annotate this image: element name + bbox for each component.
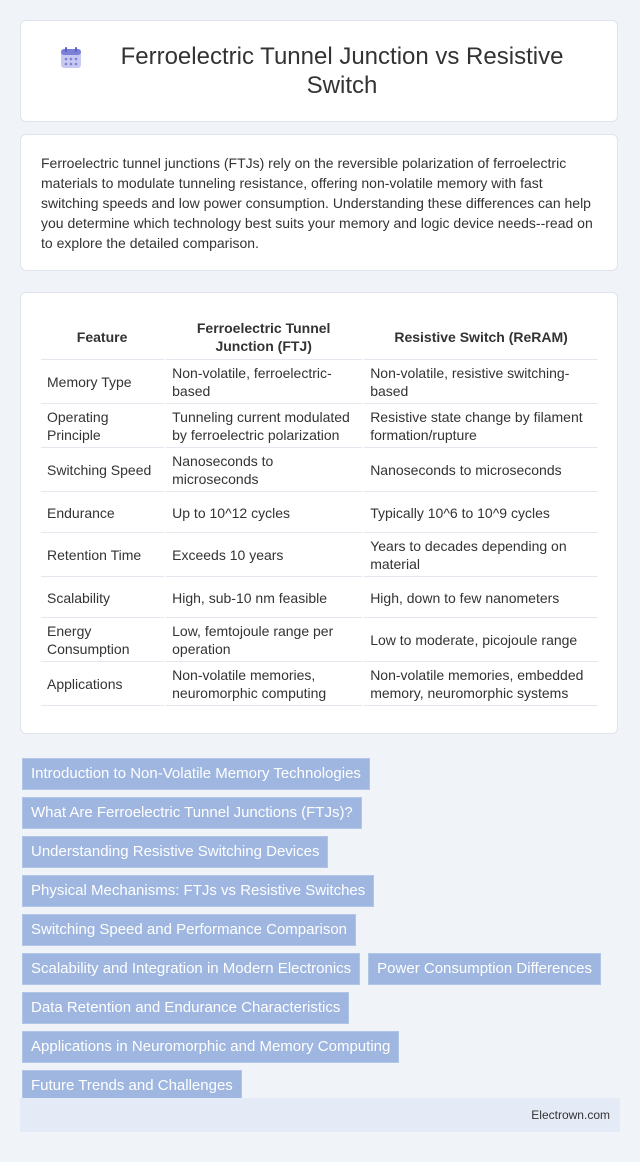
title-wrap [59,42,579,100]
table-row [41,448,598,492]
column-header-ftj: Ferroelectric Tunnel Junction (FTJ) [166,313,364,360]
table-row [41,360,598,404]
toc-link-future-trends[interactable]: Future Trends and Challenges [22,1070,242,1102]
ftj-cell: Non-volatile, ferroelectric-based [166,360,364,404]
intro-card [20,134,618,271]
table-header-row [41,313,598,360]
header-card [20,20,618,122]
feature-cell: Retention Time [41,533,166,577]
feature-cell: Operating Principle [41,404,166,448]
table-row [41,662,598,706]
reram-cell: Non-volatile, resistive switching-based [364,360,598,404]
ftj-cell: Non-volatile memories, neuromorphic computing [166,662,364,706]
reram-cell: Nanoseconds to microseconds [364,448,598,492]
feature-cell: Switching Speed [41,448,166,492]
toc-link-power-consumption[interactable]: Power Consumption Differences [368,953,601,985]
reram-cell: Resistive state change by filament formation/rupture [364,404,598,448]
ftj-cell: Up to 10^12 cycles [166,492,364,533]
ftj-cell: Tunneling current modulated by ferroelectric polarization [166,404,364,448]
ftj-cell: High, sub-10 nm feasible [166,577,364,618]
toc-link-applications[interactable]: Applications in Neuromorphic and Memory Computing [22,1031,399,1063]
feature-cell: Memory Type [41,360,166,404]
ftj-cell: Low, femtojoule range per operation [166,618,364,662]
table-row [41,404,598,448]
page-title: Ferroelectric Tunnel Junction vs Resistive Switch [120,43,564,99]
reram-cell: Non-volatile memories, embedded memory, neuromorphic systems [364,662,598,706]
reram-cell: High, down to few nanometers [364,577,598,618]
comparison-table [41,313,598,706]
table-row [41,492,598,533]
feature-cell: Endurance [41,492,166,533]
toc-link-scalability[interactable]: Scalability and Integration in Modern Electronics [22,953,360,985]
toc-link-introduction[interactable]: Introduction to Non-Volatile Memory Technologies [22,758,370,790]
calendar-icon [59,46,83,70]
ftj-cell: Exceeds 10 years [166,533,364,577]
feature-cell: Applications [41,662,166,706]
footer [20,1098,620,1132]
reram-cell: Typically 10^6 to 10^9 cycles [364,492,598,533]
toc-link-resistive-switching[interactable]: Understanding Resistive Switching Devices [22,836,328,868]
reram-cell: Low to moderate, picojoule range [364,618,598,662]
footer-site-name: Electrown.com [531,1108,610,1122]
toc-link-switching-speed[interactable]: Switching Speed and Performance Comparison [22,914,356,946]
table-row [41,533,598,577]
intro-paragraph: Ferroelectric tunnel junctions (FTJs) rely on the reversible polarization of ferroelectric materials to modulate tunneling resistance, offering non-volatile memory with fast switching speeds and low power consumption. Understanding these differences can help you determine which technology best suits your memory and logic device needs--read on to explore the detailed comparison. [41,155,593,251]
feature-cell: Energy Consumption [41,618,166,662]
table-row [41,618,598,662]
toc-link-what-are-ftjs[interactable]: What Are Ferroelectric Tunnel Junctions (FTJs)? [22,797,362,829]
column-header-feature: Feature [41,313,166,360]
column-header-reram: Resistive Switch (ReRAM) [364,313,598,360]
reram-cell: Years to decades depending on material [364,533,598,577]
feature-cell: Scalability [41,577,166,618]
toc-link-physical-mechanisms[interactable]: Physical Mechanisms: FTJs vs Resistive Switches [22,875,374,907]
table-of-contents [22,758,622,1102]
table-row [41,577,598,618]
comparison-table-card [20,292,618,734]
ftj-cell: Nanoseconds to microseconds [166,448,364,492]
toc-link-data-retention[interactable]: Data Retention and Endurance Characteristics [22,992,349,1024]
